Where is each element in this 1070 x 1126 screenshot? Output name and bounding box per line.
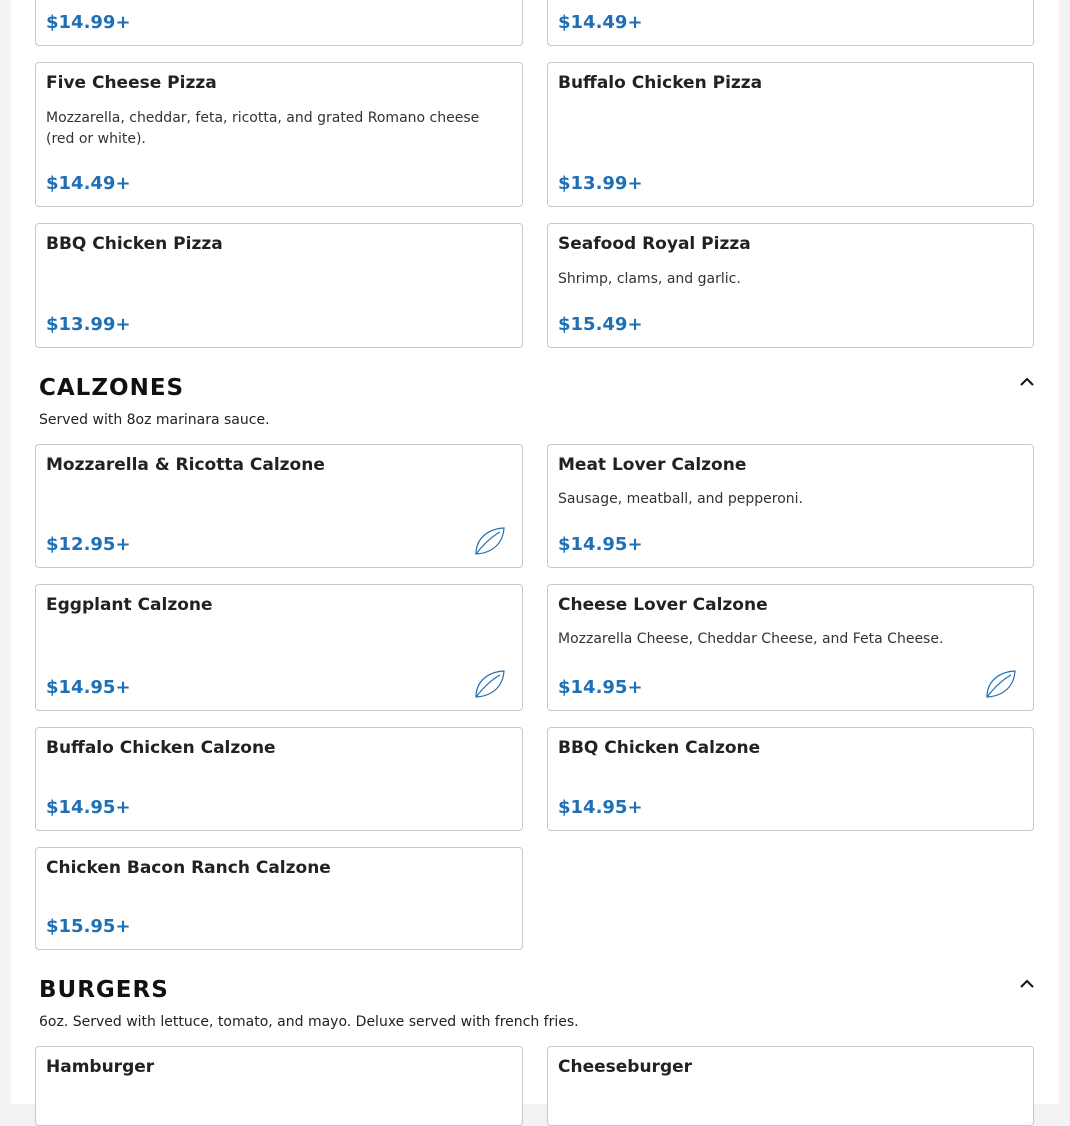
item-description: Mozzarella Cheese, Cheddar Cheese, and Feta Cheese. — [558, 631, 944, 647]
menu-item-card[interactable] — [35, 62, 523, 207]
item-name: BBQ Chicken Calzone — [558, 738, 761, 758]
item-price: $15.95+ — [46, 916, 131, 937]
item-name: Seafood Royal Pizza — [558, 234, 751, 254]
item-description: Mozzarella, cheddar, feta, ricotta, and grated Romano cheese (red or white). — [46, 110, 480, 147]
menu-page — [11, 0, 1059, 1104]
menu-item-card[interactable] — [35, 0, 523, 46]
item-name: Eggplant Calzone — [46, 595, 213, 615]
chevron-up-icon[interactable] — [1017, 974, 1037, 994]
item-description: Shrimp, clams, and garlic. — [558, 271, 741, 287]
item-name: Mozzarella & Ricotta Calzone — [46, 455, 325, 475]
item-price: $14.49+ — [558, 12, 643, 33]
menu-item-card[interactable] — [547, 0, 1034, 46]
item-name: Meat Lover Calzone — [558, 455, 747, 475]
menu-item-card[interactable] — [547, 444, 1034, 568]
item-price: $13.99+ — [558, 173, 643, 194]
vegetarian-leaf-icon — [984, 668, 1018, 700]
menu-item-card[interactable] — [35, 727, 523, 831]
section-subtitle-calzones: Served with 8oz marinara sauce. — [39, 412, 270, 428]
item-price: $14.95+ — [46, 797, 131, 818]
menu-item-card[interactable] — [35, 444, 523, 568]
menu-item-card[interactable] — [547, 223, 1034, 348]
menu-item-card[interactable] — [35, 1046, 523, 1126]
menu-item-card[interactable] — [35, 847, 523, 950]
item-description: Sausage, meatball, and pepperoni. — [558, 491, 803, 507]
menu-item-card[interactable] — [35, 584, 523, 711]
item-name: Five Cheese Pizza — [46, 73, 217, 93]
item-price: $14.95+ — [558, 534, 643, 555]
chevron-up-icon[interactable] — [1017, 372, 1037, 392]
item-price: $15.49+ — [558, 314, 643, 335]
item-price: $13.99+ — [46, 314, 131, 335]
item-name: Buffalo Chicken Pizza — [558, 73, 763, 93]
item-price: $14.95+ — [46, 677, 131, 698]
section-title-burgers: BURGERS — [39, 977, 169, 1003]
vegetarian-leaf-icon — [473, 668, 507, 700]
item-price: $12.95+ — [46, 534, 131, 555]
item-price: $14.99+ — [46, 12, 131, 33]
item-name: Chicken Bacon Ranch Calzone — [46, 858, 331, 878]
menu-item-card[interactable] — [35, 223, 523, 348]
item-price: $14.95+ — [558, 797, 643, 818]
item-price: $14.95+ — [558, 677, 643, 698]
item-name: BBQ Chicken Pizza — [46, 234, 223, 254]
menu-item-card[interactable] — [547, 727, 1034, 831]
item-name: Cheese Lover Calzone — [558, 595, 768, 615]
item-name: Buffalo Chicken Calzone — [46, 738, 276, 758]
item-name: Cheeseburger — [558, 1057, 693, 1077]
menu-item-card[interactable] — [547, 62, 1034, 207]
menu-item-card[interactable] — [547, 584, 1034, 711]
section-title-calzones: CALZONES — [39, 375, 185, 401]
vegetarian-leaf-icon — [473, 525, 507, 557]
section-subtitle-burgers: 6oz. Served with lettuce, tomato, and mayo. Deluxe served with french fries. — [39, 1014, 579, 1030]
item-name: Hamburger — [46, 1057, 155, 1077]
item-price: $14.49+ — [46, 173, 131, 194]
menu-item-card[interactable] — [547, 1046, 1034, 1126]
